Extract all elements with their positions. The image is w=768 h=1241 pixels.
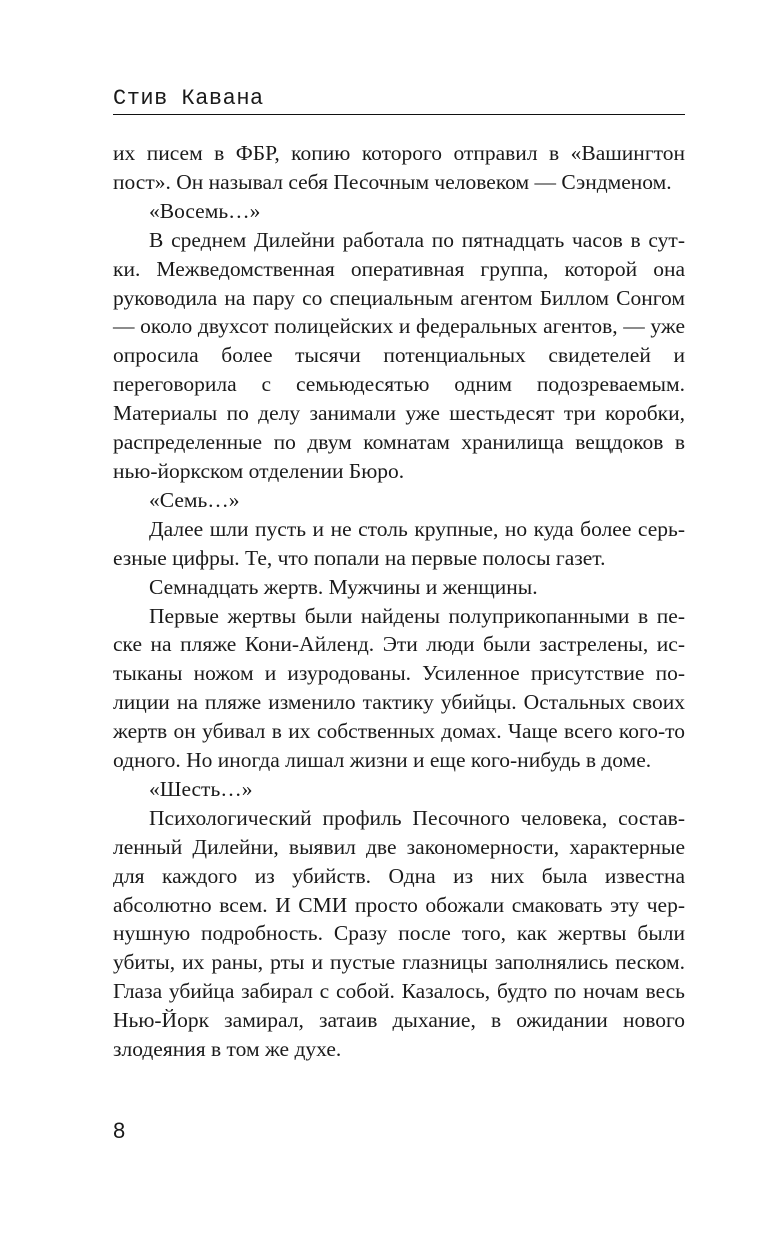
paragraph: Психологический профиль Песочного человека, составленный Дилейни, выявил две закономерности, характерные для каждого из убийств. Одна из них была известна абсолютно всем. И СМИ просто обожали смаковать эту чернушную подробность. Сразу после того, как жертвы были убиты, их раны, рты и пустые глазницы заполнялись песком. Глаза убийца забирал с собой. Казалось, будто по ночам весь Нью-Йорк замирал, затаив дыхание, в ожидании нового злодеяния в том же духе. [113,805,685,1062]
paragraph-countdown-seven: «Семь…» [149,487,240,512]
paragraph: Первые жертвы были найдены полуприкопанными в песке на пляже Кони-Айленд. Эти люди были застрелены, истыканы ножом и изуродованы. Усиленное присутствие полиции на пляже изменило тактику убийцы. Остальных своих жертв он убивал в их собственных домах. Чаще всего кого-то одного. Но иногда лишал жизни и еще кого-нибудь в доме. [113,603,685,773]
paragraph-countdown-six: «Шесть…» [149,776,253,801]
body-text [113,139,685,1064]
paragraph: Далее шли пусть и не столь крупные, но куда более серьезные цифры. Те, что попали на первые полосы газет. [113,516,685,570]
running-head-author: Стив Кавана [113,86,685,115]
paragraph: Семнадцать жертв. Мужчины и женщины. [149,574,538,599]
paragraph-countdown-eight: «Восемь…» [149,198,261,223]
paragraph: В среднем Дилейни работала по пятнадцать часов в сутки. Межведомственная оперативная группа, которой она руководила на пару со специальным агентом Биллом Сонгом — около двухсот полицейских и федеральных агентов, — уже опросила более тысячи потенциальных свидетелей и переговорила с семьюдесятью одним подозреваемым. Материалы по делу занимали уже шестьдесят три коробки, распределенные по двум комнатам хранилища вещдоков в нью-йоркском отделении Бюро. [113,227,685,483]
paragraph: их писем в ФБР, копию которого отправил в «Вашингтон пост». Он называл себя Песочным человеком — Сэндменом. [113,141,685,194]
page-number: 8 [113,1118,126,1143]
